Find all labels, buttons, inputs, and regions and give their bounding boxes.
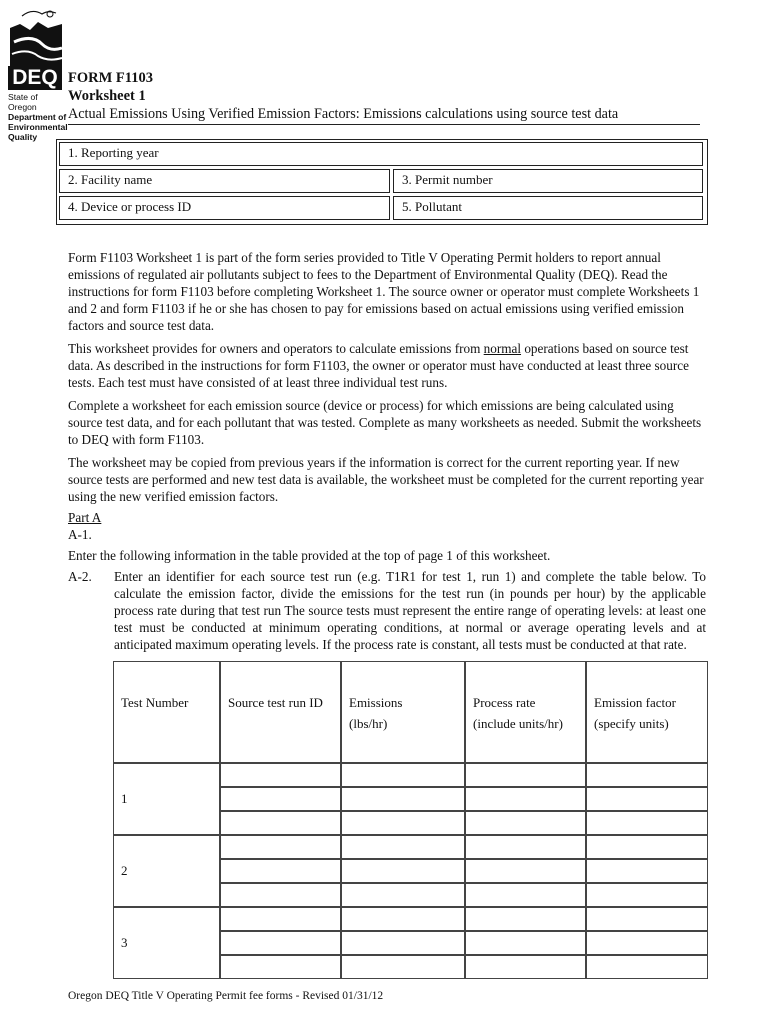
pollutant-label: 5. Pollutant bbox=[402, 199, 462, 214]
header-run-id: Source test run ID bbox=[220, 661, 341, 763]
emissions-input[interactable] bbox=[341, 859, 465, 883]
emissions-input[interactable] bbox=[341, 787, 465, 811]
emission-factor-input[interactable] bbox=[586, 907, 708, 931]
a1-text: Enter the following information in the table provided at the top of page 1 of this worksheet. bbox=[68, 548, 551, 563]
test-number-cell: 2 bbox=[113, 835, 220, 907]
process-rate-input[interactable] bbox=[465, 859, 586, 883]
worksheet-title: Worksheet 1 bbox=[68, 88, 146, 104]
process-rate-input[interactable] bbox=[465, 883, 586, 907]
page-subtitle: Actual Emissions Using Verified Emission Factors: Emissions calculations using source test data bbox=[68, 106, 700, 125]
form-title: FORM F1103 bbox=[68, 70, 153, 86]
agency-state: State of Oregon bbox=[8, 92, 38, 112]
test-number-cell: 3 bbox=[113, 907, 220, 979]
device-id-label: 4. Device or process ID bbox=[68, 199, 192, 214]
emission-factor-input[interactable] bbox=[586, 883, 708, 907]
process-rate-input[interactable] bbox=[465, 907, 586, 931]
emission-factor-input[interactable] bbox=[586, 787, 708, 811]
header-emission-factor: Emission factor (specify units) bbox=[586, 661, 708, 763]
table-row bbox=[113, 763, 708, 787]
emission-factor-input[interactable] bbox=[586, 859, 708, 883]
a1-label: A-1. bbox=[68, 527, 92, 542]
emissions-input[interactable] bbox=[341, 931, 465, 955]
reporting-year-label: 1. Reporting year bbox=[68, 145, 159, 160]
run-id-input[interactable] bbox=[220, 907, 341, 931]
run-id-input[interactable] bbox=[220, 931, 341, 955]
reporting-year-field[interactable] bbox=[59, 142, 703, 166]
facility-name-label: 2. Facility name bbox=[68, 172, 153, 187]
emissions-input[interactable] bbox=[341, 763, 465, 787]
page-footer: Oregon DEQ Title V Operating Permit fee forms - Revised 01/31/12 bbox=[68, 990, 384, 1002]
paragraph-intro: Form F1103 Worksheet 1 is part of the form series provided to Title V Operating Permit holders to report annual emissions of regulated air pollutants subject to fees to the Department of Environmental Quality (DEQ). Read the instructions for form F1103 before completing Worksheet 1. The source owner or operator must complete Worksheets 1 and 2 and form F1103 if he or she has chosen to pay for emissions based on actual emissions using verified emission factors and source test data. bbox=[68, 250, 700, 333]
device-id-field[interactable] bbox=[59, 196, 390, 220]
table-row bbox=[113, 907, 708, 931]
test-run-table bbox=[113, 661, 708, 979]
run-id-input[interactable] bbox=[220, 787, 341, 811]
test-number-cell: 1 bbox=[113, 763, 220, 835]
table-row bbox=[113, 835, 708, 859]
emission-factor-input[interactable] bbox=[586, 811, 708, 835]
a2-label: A-2. bbox=[68, 569, 92, 584]
agency-name bbox=[8, 92, 68, 142]
process-rate-input[interactable] bbox=[465, 763, 586, 787]
run-id-input[interactable] bbox=[220, 883, 341, 907]
permit-number-field[interactable] bbox=[393, 169, 703, 193]
process-rate-input[interactable] bbox=[465, 955, 586, 979]
paragraph-copy: The worksheet may be copied from previous years if the information is correct for the current reporting year. If new source tests are performed and new test data is available, the worksheet must be completed for the current reporting year using the new verified emission factors. bbox=[68, 455, 704, 504]
part-a-heading: Part A bbox=[68, 510, 102, 525]
paragraph-complete: Complete a worksheet for each emission source (device or process) for which emissions are being calculated using source test data, and for each pollutant that was tested. Complete as many worksheets as needed. Submit the worksheets to DEQ with form F1103. bbox=[68, 398, 702, 447]
agency-env: Environmental bbox=[8, 122, 68, 132]
header-process-rate: Process rate (include units/hr) bbox=[465, 661, 586, 763]
process-rate-input[interactable] bbox=[465, 835, 586, 859]
emissions-input[interactable] bbox=[341, 907, 465, 931]
a2-item bbox=[68, 568, 706, 653]
header-emissions: Emissions (lbs/hr) bbox=[341, 661, 465, 763]
emissions-input[interactable] bbox=[341, 955, 465, 979]
process-rate-input[interactable] bbox=[465, 811, 586, 835]
p2-normal: normal bbox=[483, 341, 522, 356]
emission-factor-input[interactable] bbox=[586, 835, 708, 859]
instructions bbox=[68, 249, 706, 653]
emissions-input[interactable] bbox=[341, 883, 465, 907]
run-id-input[interactable] bbox=[220, 835, 341, 859]
facility-name-field[interactable] bbox=[59, 169, 390, 193]
p2-start: This worksheet provides for owners and operators to calculate emissions from bbox=[68, 341, 484, 356]
permit-number-label: 3. Permit number bbox=[402, 172, 493, 187]
emission-factor-input[interactable] bbox=[586, 931, 708, 955]
deq-logo-text: DEQ bbox=[8, 66, 62, 90]
run-id-input[interactable] bbox=[220, 955, 341, 979]
emission-factor-input[interactable] bbox=[586, 955, 708, 979]
run-id-input[interactable] bbox=[220, 859, 341, 883]
process-rate-input[interactable] bbox=[465, 931, 586, 955]
process-rate-input[interactable] bbox=[465, 787, 586, 811]
header-test-number: Test Number bbox=[113, 661, 220, 763]
table-header-row bbox=[113, 661, 708, 763]
emission-factor-input[interactable] bbox=[586, 763, 708, 787]
pollutant-field[interactable] bbox=[393, 196, 703, 220]
test-run-grid bbox=[113, 661, 708, 979]
agency-dept: Department of bbox=[8, 112, 67, 122]
p2-end: operations based on source test data. As described in the instructions for form F1103, the owner or operator must have conducted at least three source tests. Each test must have consisted of at least three individual test runs. bbox=[68, 341, 689, 390]
deq-logo-icon bbox=[8, 4, 64, 66]
info-box bbox=[56, 139, 708, 225]
run-id-input[interactable] bbox=[220, 811, 341, 835]
emissions-input[interactable] bbox=[341, 835, 465, 859]
paragraph-normal-ops bbox=[68, 340, 706, 391]
a2-text: Enter an identifier for each source test run (e.g. T1R1 for test 1, run 1) and complete the table below. To calculate the emission factor, divide the emissions for the test run (in pounds per hour) by the applicable process rate during that test run The source tests must represent the entire range of operating levels: at least one test must be conducted at minimum operating conditions, at normal or average operating levels and at anticipated maximum operating levels. If the process rate is constant, all tests must be conducted at that rate. bbox=[114, 569, 706, 652]
agency-quality: Quality bbox=[8, 132, 38, 142]
run-id-input[interactable] bbox=[220, 763, 341, 787]
emissions-input[interactable] bbox=[341, 811, 465, 835]
